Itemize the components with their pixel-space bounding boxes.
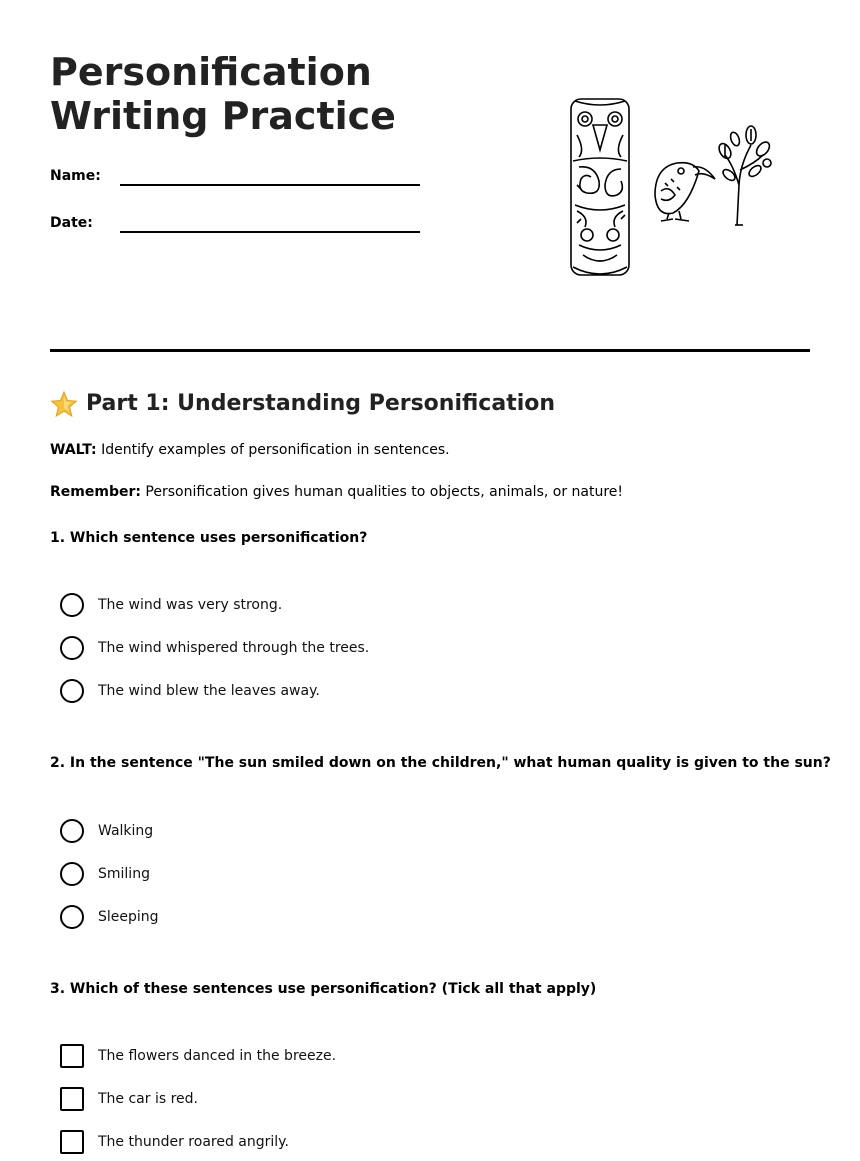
radio-button[interactable]: [60, 905, 84, 929]
name-field: [50, 164, 430, 194]
question-2-option-1[interactable]: [60, 818, 153, 844]
option-label: Sleeping: [98, 909, 159, 925]
question-2-option-2[interactable]: [60, 861, 150, 887]
question-1: 1. Which sentence uses personification?: [50, 530, 368, 546]
option-label: The wind blew the leaves away.: [98, 683, 320, 699]
option-label: The thunder roared angrily.: [98, 1134, 289, 1150]
question-1-option-3[interactable]: [60, 678, 320, 704]
question-1-option-2[interactable]: [60, 635, 369, 661]
walt-statement: [50, 440, 450, 460]
checkbox[interactable]: [60, 1044, 84, 1068]
bird-icon: [655, 163, 715, 221]
option-label: Smiling: [98, 866, 150, 882]
section-title: [50, 388, 555, 420]
radio-button[interactable]: [60, 593, 84, 617]
checkbox[interactable]: [60, 1130, 84, 1154]
option-label: The car is red.: [98, 1091, 199, 1107]
date-label: Date:: [50, 215, 93, 231]
totem-pole-icon: [571, 99, 629, 275]
remember-note: [50, 482, 623, 502]
illustration-group: [565, 95, 785, 280]
option-label: The wind whispered through the trees.: [98, 640, 370, 656]
walt-label: WALT:: [50, 442, 97, 458]
section-title-text: Part 1: Understanding Personification: [86, 391, 556, 416]
question-1-option-1[interactable]: [60, 592, 282, 618]
date-input-line[interactable]: [120, 231, 420, 233]
question-3: 3. Which of these sentences use personification? (Tick all that apply): [50, 981, 597, 997]
question-3-option-2[interactable]: [60, 1086, 198, 1112]
remember-text: Personification gives human qualities to objects, animals, or nature!: [140, 484, 624, 500]
name-input-line[interactable]: [120, 184, 420, 186]
plant-icon: [717, 126, 772, 225]
remember-label: Remember:: [50, 484, 141, 500]
radio-button[interactable]: [60, 819, 84, 843]
date-field: [50, 211, 430, 241]
option-label: The wind was very strong.: [98, 597, 283, 613]
radio-button[interactable]: [60, 636, 84, 660]
question-3-option-3[interactable]: [60, 1129, 289, 1155]
page-title: Personification Writing Practice: [50, 50, 396, 138]
radio-button[interactable]: [60, 862, 84, 886]
walt-text: Identify examples of personification in sentences.: [96, 442, 450, 458]
name-label: Name:: [50, 168, 101, 184]
question-3-option-1[interactable]: [60, 1043, 336, 1069]
radio-button[interactable]: [60, 679, 84, 703]
question-2: 2. In the sentence "The sun smiled down on the children," what human quality is given to the sun?: [50, 755, 831, 771]
checkbox[interactable]: [60, 1087, 84, 1111]
star-icon: [50, 390, 78, 418]
question-2-option-3[interactable]: [60, 904, 159, 930]
option-label: Walking: [98, 823, 154, 839]
section-divider: [50, 349, 810, 352]
option-label: The flowers danced in the breeze.: [98, 1048, 337, 1064]
